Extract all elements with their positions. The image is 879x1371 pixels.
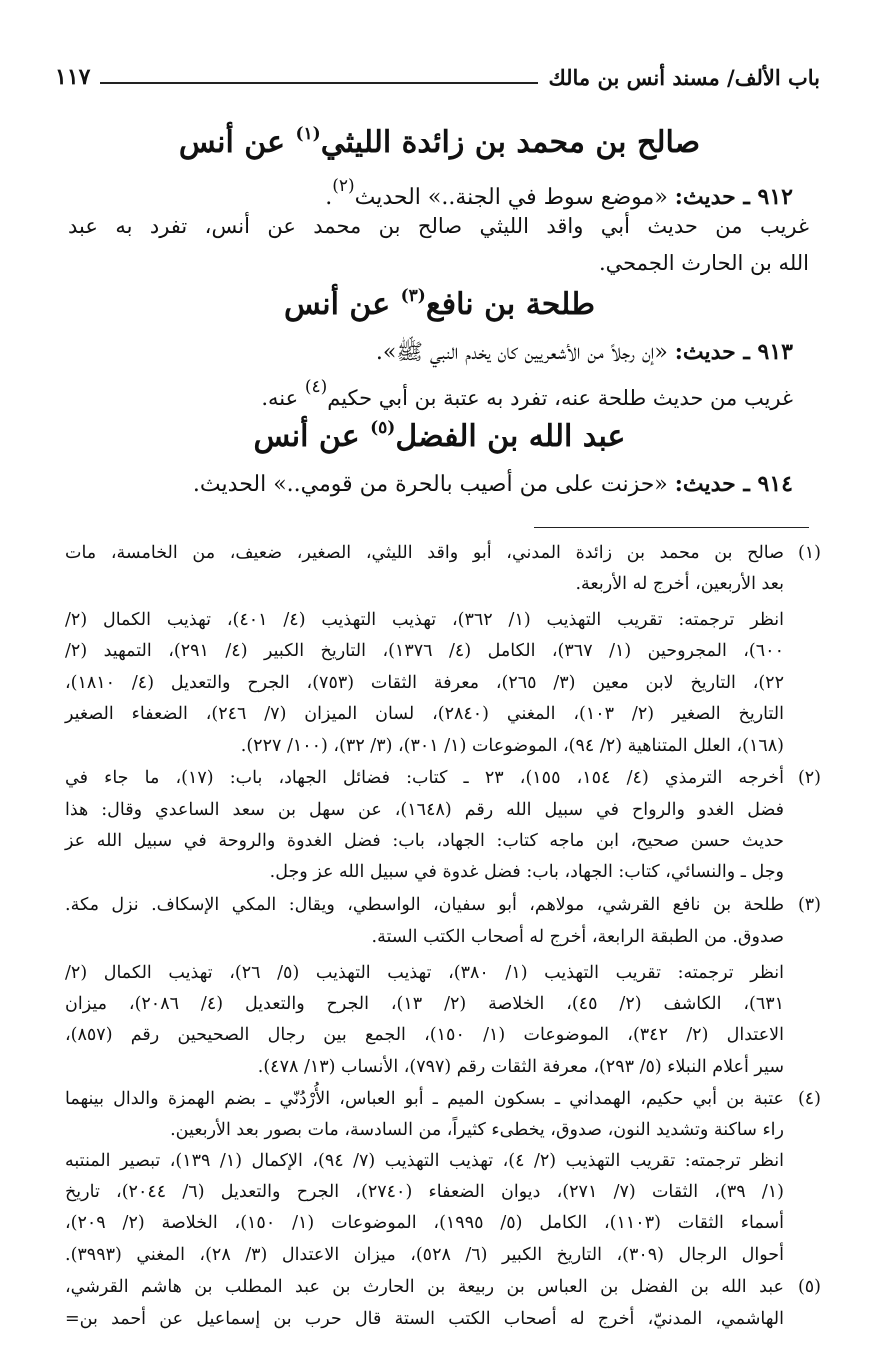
running-header xyxy=(55,58,820,90)
footnote-line: التاريخ الصغير (٢/ ١٠٣)، المغني (٢٨٤٠)، لسان الميزان (٧/ ٢٤٦)، الضعفاء الصغير xyxy=(65,704,784,724)
footnote-line: راء ساكنة وتشديد النون، صدوق، يخطىء كثيراً، من السادسة، مات بصور بعد الأربعين. xyxy=(170,1120,784,1140)
footnote-separator xyxy=(534,527,809,528)
footnote-line: صدوق. من الطبقة الرابعة، أخرج له أصحاب الكتب الستة. xyxy=(371,927,784,947)
footnote-line: بعد الأربعين، أخرج له الأربعة. xyxy=(575,574,784,594)
hadith-number: ٩١٤ ـ حديث: xyxy=(674,471,793,497)
footnote-line: عبد الله بن الفضل بن العباس بن ربيعة بن الحارث بن عبد المطلب بن هاشم القرشي، xyxy=(65,1277,784,1297)
heading-suffix: عن أنس xyxy=(178,125,286,160)
footnote-line: صالح بن محمد بن زائدة المدني، أبو واقد الليثي، الصغير، ضعيف، من الخامسة، مات xyxy=(65,543,784,563)
heading-name: صالح بن محمد بن زائدة الليثي xyxy=(320,125,701,160)
footnote-line: انظر ترجمته: تقريب التهذيب (١/ ٣٦٢)، تهذيب التهذيب (٤/ ٤٠١)، تهذيب الكمال (٢/ xyxy=(65,610,785,630)
footnote-line: فضل الغدو والرواح في سبيل الله رقم (١٦٤٨)، عن سهل بن سعد الساعدي وقال: هذا xyxy=(65,800,784,820)
footnote-number: (٤) xyxy=(797,1089,821,1109)
commentary-line: الله بن الحارث الجمحي. xyxy=(598,251,809,275)
section-heading xyxy=(0,286,879,322)
footnote-number: (١) xyxy=(797,543,821,563)
section-heading xyxy=(0,124,879,160)
footnote-line: ٢٢)، التاريخ لابن معين (٣/ ٢٦٥)، معرفة الثقات (٧٥٣)، الجرح والتعديل (٤/ ١٨١٠)، xyxy=(65,673,784,693)
footnote-line: سير أعلام النبلاء (٥/ ٢٩٣)، معرفة الثقات رقم (٧٩٧)، الأنساب (١٣/ ٤٧٨). xyxy=(257,1057,784,1077)
footnote-marker: (٣) xyxy=(400,286,426,306)
footnote-line: أسماء الثقات (١١٠٣)، الكامل (٥/ ١٩٩٥)، الموضوعات (١/ ١٥٠)، الخلاصة (٢/ ٢٠٩)، xyxy=(65,1213,784,1233)
footnote-line: (١/ ٣٩)، الثقات (٧/ ٢٧١)، ديوان الضعفاء (٢٧٤٠)، الجرح والتعديل (٦/ ٢٠٤٤)، تاريخ xyxy=(65,1182,784,1202)
hadith-number: ٩١٣ ـ حديث: xyxy=(674,339,793,365)
footnote-line: وجل ـ والنسائي، كتاب: الجهاد، باب: فضل غدوة في سبيل الله عز وجل. xyxy=(269,862,784,882)
hadith-number: ٩١٢ ـ حديث: xyxy=(674,184,793,210)
footnote-number: (٢) xyxy=(797,768,821,788)
footnote-line: حديث حسن صحيح، ابن ماجه كتاب: الجهاد، باب: فضل الغدوة والروحة في سبيل الله عز xyxy=(65,831,784,851)
footnote-marker: (٤) xyxy=(304,377,328,397)
heading-suffix: عن أنس xyxy=(284,287,391,322)
hadith-entry xyxy=(193,471,793,497)
hadith-text: «إن رجلاً من الأشعريين كان يخدم النبي ﷺ». xyxy=(375,340,668,365)
footnote-line: ٦٠٠)، المجروحين (١/ ٣٦٧)، الكامل (٤/ ١٣٧٦)، التاريخ الكبير (٤/ ٢٩١)، التمهيد (٢/ xyxy=(65,641,784,661)
hadith-end: . xyxy=(325,185,333,210)
page-number: ١١٧ xyxy=(55,64,91,90)
hadith-text: «حزنت على من أصيب بالحرة من قومي..» الحديث. xyxy=(192,472,668,497)
footnote-line: انظر ترجمته: تقريب التهذيب (٢/ ٤)، تهذيب التهذيب (٧/ ٩٤)، الإكمال (١/ ١٣٩)، تبصير المنتبه xyxy=(65,1151,784,1171)
heading-suffix: عن أنس xyxy=(253,419,360,454)
footnote-marker: (٢) xyxy=(332,176,355,196)
footnote-line: انظر ترجمته: تقريب التهذيب (١/ ٣٨٠)، تهذيب التهذيب (٥/ ٢٦)، تهذيب الكمال (٢/ xyxy=(65,963,785,983)
heading-name: عبد الله بن الفضل xyxy=(395,419,626,454)
footnote-line: (١٦٨)، العلل المتناهية (٢/ ٩٤)، الموضوعات (١/ ٣٠١)، (٣/ ٣٢)، (١٠٠/ ٢٢٧). xyxy=(240,736,784,756)
footnote-line: طلحة بن نافع القرشي، مولاهم، أبو سفيان، الواسطي، ويقال: المكي الإسكاف. نزل مكة. xyxy=(65,895,784,915)
footnote-marker: (١) xyxy=(295,124,321,144)
footnote-line: عتبة بن أبي حكيم، الهمداني ـ بسكون الميم ـ أبو العباس، الأُرْدُنّي ـ بضم الهمزة والدال بينهما xyxy=(65,1089,784,1109)
footnote-line: أحوال الرجال (٣٠٩)، التاريخ الكبير (٦/ ٥٢٨)، ميزان الاعتدال (٣/ ٢٨)، المغني (٣٩٩٣). xyxy=(65,1245,784,1265)
heading-name: طلحة بن نافع xyxy=(425,287,595,322)
hadith-text: «موضع سوط في الجنة..» الحديث xyxy=(354,185,668,210)
commentary-line: غريب من حديث أبي واقد الليثي صالح بن محمد عن أنس، تفرد به عبد xyxy=(68,214,809,238)
footnote-marker: (٥) xyxy=(370,418,396,438)
commentary-line xyxy=(261,377,793,410)
footnote-line: الاعتدال (٢/ ٣٤٢)، الموضوعات (١/ ١٥٠)، الجمع بين رجال الصحيحين رقم (٨٥٧)، xyxy=(65,1025,784,1045)
commentary-text: غريب من حديث طلحة عنه، تفرد به عتبة بن أبي حكيم xyxy=(327,386,793,410)
commentary-text: عنه. xyxy=(261,386,299,410)
header-rule xyxy=(100,82,538,84)
section-heading xyxy=(0,418,879,454)
footnote-line: أخرجه الترمذي (٤/ ١٥٤، ١٥٥)، ٢٣ ـ كتاب: فضائل الجهاد، باب: (١٧)، ما جاء في xyxy=(65,768,784,788)
hadith-entry xyxy=(325,176,793,210)
footnote-number: (٥) xyxy=(797,1277,821,1297)
running-title: باب الألف/ مسند أنس بن مالك xyxy=(548,65,820,90)
hadith-entry xyxy=(376,338,793,370)
footnote-line: ٦٣١)، الكاشف (٢/ ٤٥)، الخلاصة (٢/ ١٣)، الجرح والتعديل (٤/ ٢٠٨٦)، ميزان xyxy=(65,994,785,1014)
footnote-line: الهاشمي، المدنيّ، أخرج له أصحاب الكتب الستة قال حرب بن إسماعيل عن أحمد بن= xyxy=(65,1309,784,1329)
footnote-number: (٣) xyxy=(797,895,821,915)
